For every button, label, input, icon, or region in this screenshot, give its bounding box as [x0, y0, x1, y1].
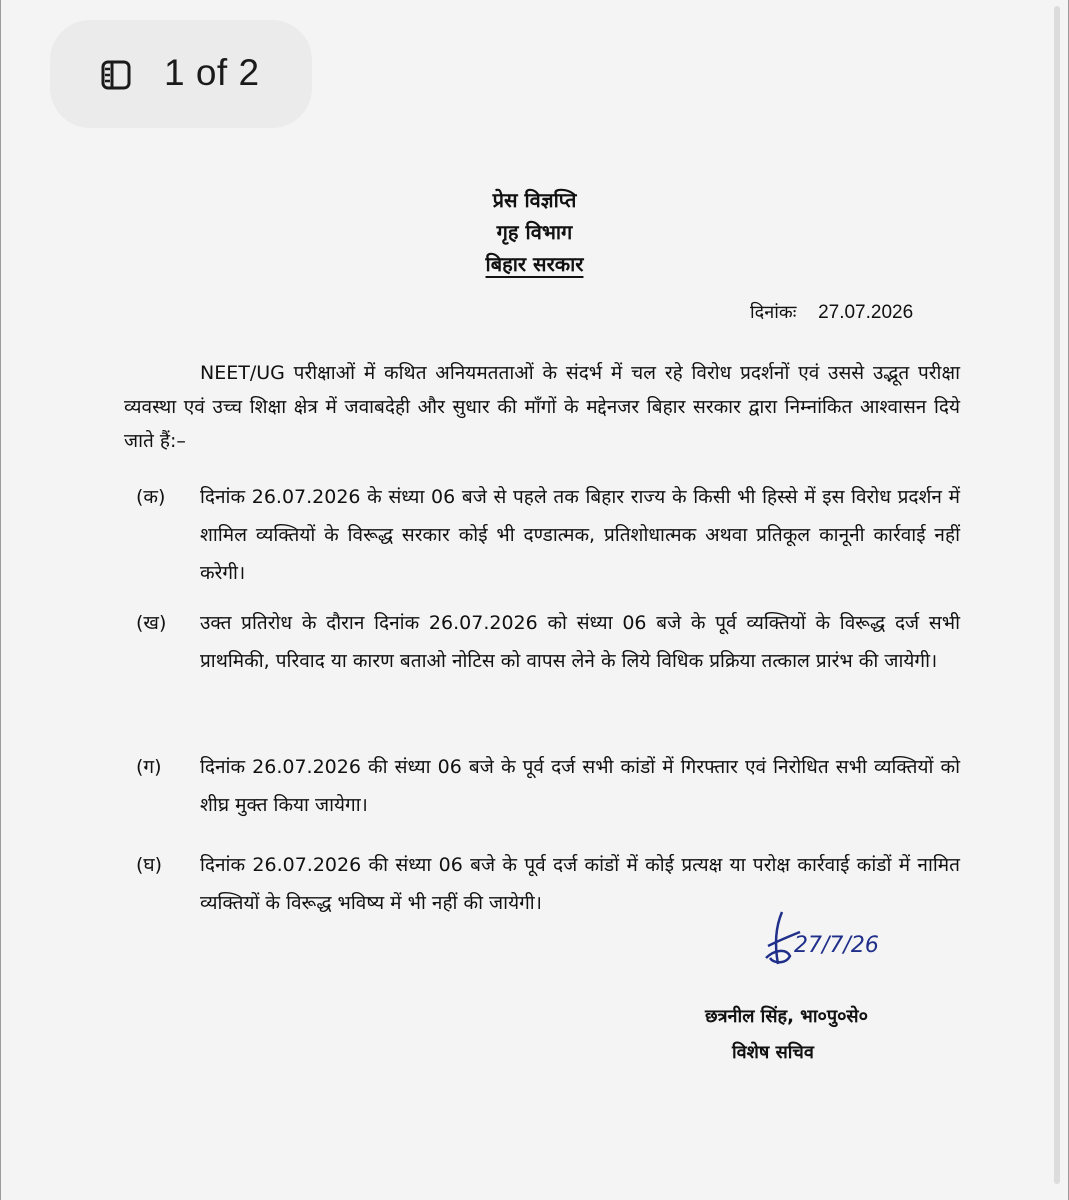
- page-indicator-text: 1 of 2: [164, 52, 260, 93]
- item-text: दिनांक 26.07.2026 की संध्या 06 बजे के पूर्व दर्ज कांडों में कोई प्रत्यक्ष या परोक्ष कार्रवाई कांडों में नामित व्यक्तियों के विरूद्ध भविष्य में भी नहीं की जायेगी।: [200, 854, 960, 914]
- pages-icon: [100, 59, 132, 91]
- heading-government: बिहार सरकार: [485, 252, 584, 276]
- item-text: उक्त प्रतिरोध के दौरान दिनांक 26.07.2026 को संध्या 06 बजे के पूर्व व्यक्तियों के विरूद्ध दर्ज सभी प्राथमिकी, परिवाद या कारण बताओ नोटिस को वापस लेने के लिये विधिक प्रक्रिया तत्काल प्रारंभ की जायेगी।: [200, 612, 960, 672]
- item-marker: (ग): [136, 756, 162, 778]
- heading-department: गृह विभाग: [496, 220, 573, 244]
- date-label: दिनांकः: [750, 302, 797, 323]
- item-marker: (क): [136, 486, 166, 508]
- item-text: दिनांक 26.07.2026 की संध्या 06 बजे के पूर्व दर्ज सभी कांडों में गिरफ्तार एवं निरोधित सभी व्यक्तियों को शीघ्र मुक्त किया जायेगा।: [200, 756, 960, 816]
- intro-paragraph: NEET/UG परीक्षाओं में कथित अनियमतताओं के संदर्भ में चल रहे विरोध प्रदर्शनों एवं उससे उद्भूत परीक्षा व्यवस्था एवं उच्च शिक्षा क्षेत्र में जवाबदेही और सुधार की माँगों के मद्देनजर बिहार सरकार द्वारा निम्नांकित आश्वासन दिये जाते हैं:–: [124, 362, 960, 452]
- signatory-designation: विशेष सचिव: [732, 1042, 814, 1063]
- item-text: दिनांक 26.07.2026 के संध्या 06 बजे से पहले तक बिहार राज्य के किसी भी हिस्से में इस विरोध प्रदर्शन में शामिल व्यक्तियों के विरूद्ध सरकार कोई भी दण्डात्मक, प्रतिशोधात्मक अथवा प्रतिकूल कानूनी कार्रवाई नहीं करेगी।: [200, 486, 960, 584]
- handwritten-signature: [760, 906, 890, 970]
- item-marker: (ख): [136, 612, 167, 634]
- heading-press-release: प्रेस विज्ञप्ति: [492, 188, 577, 212]
- signatory-name: छत्रनील सिंह, भा०पु०से०: [705, 1006, 868, 1027]
- page-indicator[interactable]: [50, 20, 312, 128]
- date-line: [750, 300, 913, 324]
- date-value: 27.07.2026: [818, 302, 914, 323]
- svg-text:27/7/26: 27/7/26: [794, 933, 879, 958]
- item-marker: (घ): [136, 854, 163, 876]
- scrollbar[interactable]: [1054, 6, 1060, 1184]
